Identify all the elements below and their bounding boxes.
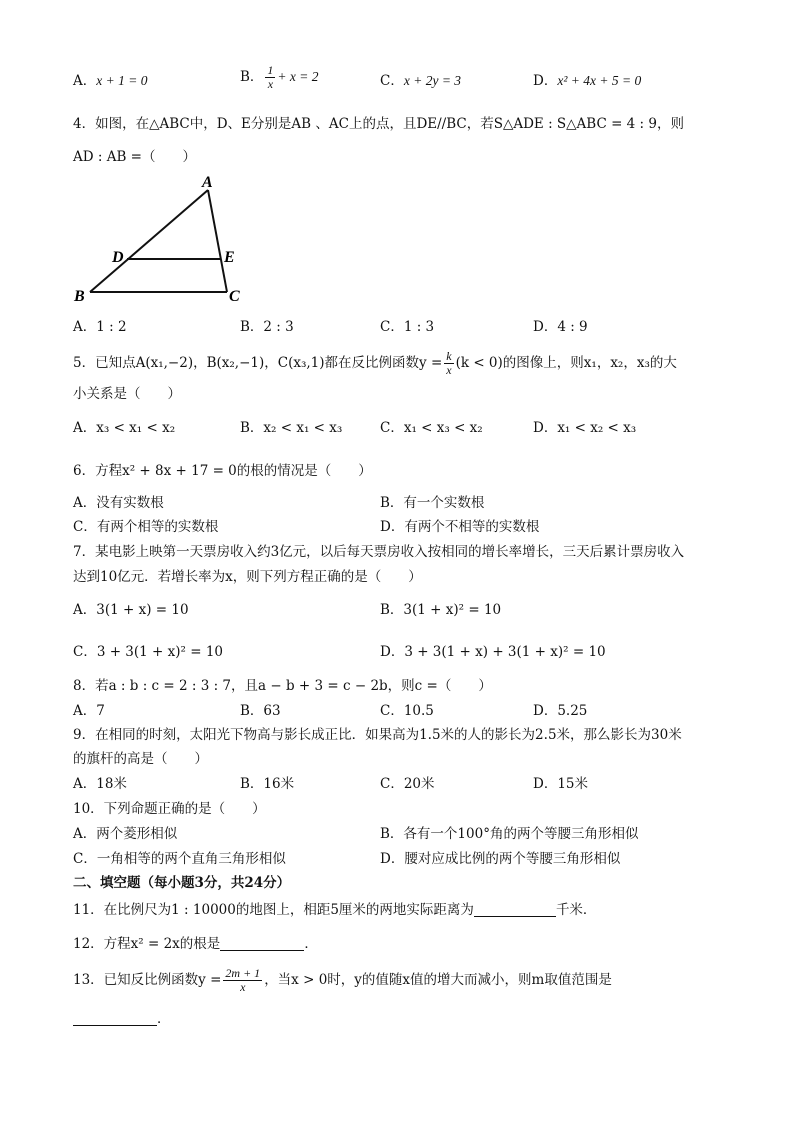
text-segment: 12．方程x² = 2x的根是 <box>73 936 221 952</box>
option-text: x² + 4x + 5 = 0 <box>557 73 642 88</box>
q11-stem <box>73 901 596 919</box>
q6-option-a: A．没有实数根 <box>73 495 164 511</box>
q13-stem-line2 <box>73 1010 171 1028</box>
fraction <box>223 967 262 994</box>
q8-option-c: C．10.5 <box>380 703 434 719</box>
text-segment: 11．在比例尺为1 : 10000的地图上，相距5厘米的两地实际距离为 <box>73 902 474 918</box>
q4-option-b: B．2 : 3 <box>240 319 294 335</box>
label-a: A <box>202 174 213 191</box>
option-text: + x = 2 <box>277 69 319 84</box>
q10-option-d: D．腰对应成比例的两个等腰三角形相似 <box>380 851 621 867</box>
q10-option-b: B．各有一个100°角的两个等腰三角形相似 <box>380 826 639 842</box>
q9-option-b: B．16米 <box>240 776 295 792</box>
side-ab <box>90 190 208 292</box>
label-d: D <box>112 249 124 266</box>
side-ac <box>208 190 227 292</box>
q9-stem-line1: 9．在相同的时刻，太阳光下物高与影长成正比．如果高为1.5米的人的影长为2.5米，那么影长为30米 <box>73 727 682 743</box>
q5-stem-line1 <box>73 350 677 377</box>
label-e: E <box>224 249 235 266</box>
q6-option-d: D．有两个不相等的实数根 <box>380 519 540 535</box>
q4-stem-line1: 4．如图，在△ABC中，D、E分别是AB 、AC上的点，且DE//BC，若S△ADE : S△ABC = 4 : 9，则 <box>73 116 684 132</box>
text-segment: 5．已知点A(x₁,−2)，B(x₂,−1)，C(x₃,1)都在反比例函数y = <box>73 355 443 371</box>
fraction <box>265 64 275 91</box>
q9-option-a: A．18米 <box>73 776 127 792</box>
q13-stem-line1 <box>73 967 612 994</box>
q5-option-a: A．x₃ < x₁ < x₂ <box>73 420 176 436</box>
text-segment: (k < 0)的图像上，则x₁，x₂，x₃的大 <box>455 355 677 371</box>
fraction-denominator: x <box>267 77 274 91</box>
q9-option-c: C．20米 <box>380 776 435 792</box>
option-label: A． <box>73 73 97 89</box>
q9-stem-line2: 的旗杆的高是（ ） <box>73 751 208 767</box>
q10-option-c: C．一角相等的两个直角三角形相似 <box>73 851 286 867</box>
answer-blank[interactable] <box>474 902 556 917</box>
q6-stem: 6．方程x² + 8x + 17 = 0的根的情况是（ ） <box>73 463 372 479</box>
q3-option-b <box>240 64 319 91</box>
q7-option-d: D．3 + 3(1 + x) + 3(1 + x)² = 10 <box>380 644 606 660</box>
answer-blank[interactable] <box>73 1011 157 1026</box>
q4-option-d: D．4 : 9 <box>533 319 588 335</box>
q3-option-a <box>73 72 147 90</box>
q7-stem-line2: 达到10亿元．若增长率为x，则下列方程正确的是（ ） <box>73 569 422 585</box>
q8-stem: 8．若a : b : c = 2 : 3 : 7，且a − b + 3 = c − 2b，则c =（ ） <box>73 678 492 694</box>
label-b: B <box>74 288 85 305</box>
q4-stem-line2: AD : AB =（ ） <box>73 149 196 165</box>
q9-option-d: D．15米 <box>533 776 589 792</box>
text-segment: 千米． <box>555 902 597 918</box>
label-c: C <box>229 288 240 305</box>
fraction-numerator: k <box>446 349 452 363</box>
fraction-numerator: 2m + 1 <box>225 966 261 980</box>
fraction-denominator: x <box>446 363 452 377</box>
q4-option-c: C．1 : 3 <box>380 319 435 335</box>
q10-option-a: A．两个菱形相似 <box>73 826 178 842</box>
q7-option-b: B．3(1 + x)² = 10 <box>380 602 502 618</box>
q5-option-c: C．x₁ < x₃ < x₂ <box>380 420 483 436</box>
text-segment: ，当x > 0时，y的值随x值的增大而减小，则m取值范围是 <box>264 972 612 988</box>
q6-option-c: C．有两个相等的实数根 <box>73 519 219 535</box>
q5-option-d: D．x₁ < x₂ < x₃ <box>533 420 637 436</box>
text-segment: ． <box>304 936 318 952</box>
q7-stem-line1: 7．某电影上映第一天票房收入约3亿元，以后每天票房收入按相同的增长率增长，三天后累计票房收入 <box>73 544 685 560</box>
q3-option-d <box>533 72 641 90</box>
q5-option-b: B．x₂ < x₁ < x₃ <box>240 420 343 436</box>
q8-option-b: B．63 <box>240 703 281 719</box>
fraction-denominator: x <box>240 980 246 994</box>
answer-blank[interactable] <box>220 936 304 951</box>
section-title-fill-in: 二、填空题（每小题3分，共24分） <box>73 875 291 891</box>
text-segment: ． <box>157 1011 171 1027</box>
option-text: x + 1 = 0 <box>96 73 148 88</box>
option-label: D． <box>533 73 558 89</box>
q7-option-c: C．3 + 3(1 + x)² = 10 <box>73 644 224 660</box>
option-label: C． <box>380 73 404 89</box>
fraction-numerator: 1 <box>267 63 274 77</box>
option-text: x + 2y = 3 <box>403 73 462 88</box>
q6-option-b: B．有一个实数根 <box>380 495 485 511</box>
q5-stem-line2: 小关系是（ ） <box>73 386 181 402</box>
q4-option-a: A．1 : 2 <box>73 319 127 335</box>
q10-stem: 10．下列命题正确的是（ ） <box>73 801 266 817</box>
q7-option-a: A．3(1 + x) = 10 <box>73 602 189 618</box>
q8-option-a: A．7 <box>73 703 105 719</box>
option-label: B． <box>240 69 264 85</box>
fraction <box>444 350 453 377</box>
triangle-figure <box>72 172 252 307</box>
text-segment: 13．已知反比例函数y = <box>73 972 222 988</box>
q3-option-c <box>380 72 461 90</box>
q12-stem <box>73 935 318 953</box>
q8-option-d: D．5.25 <box>533 703 588 719</box>
